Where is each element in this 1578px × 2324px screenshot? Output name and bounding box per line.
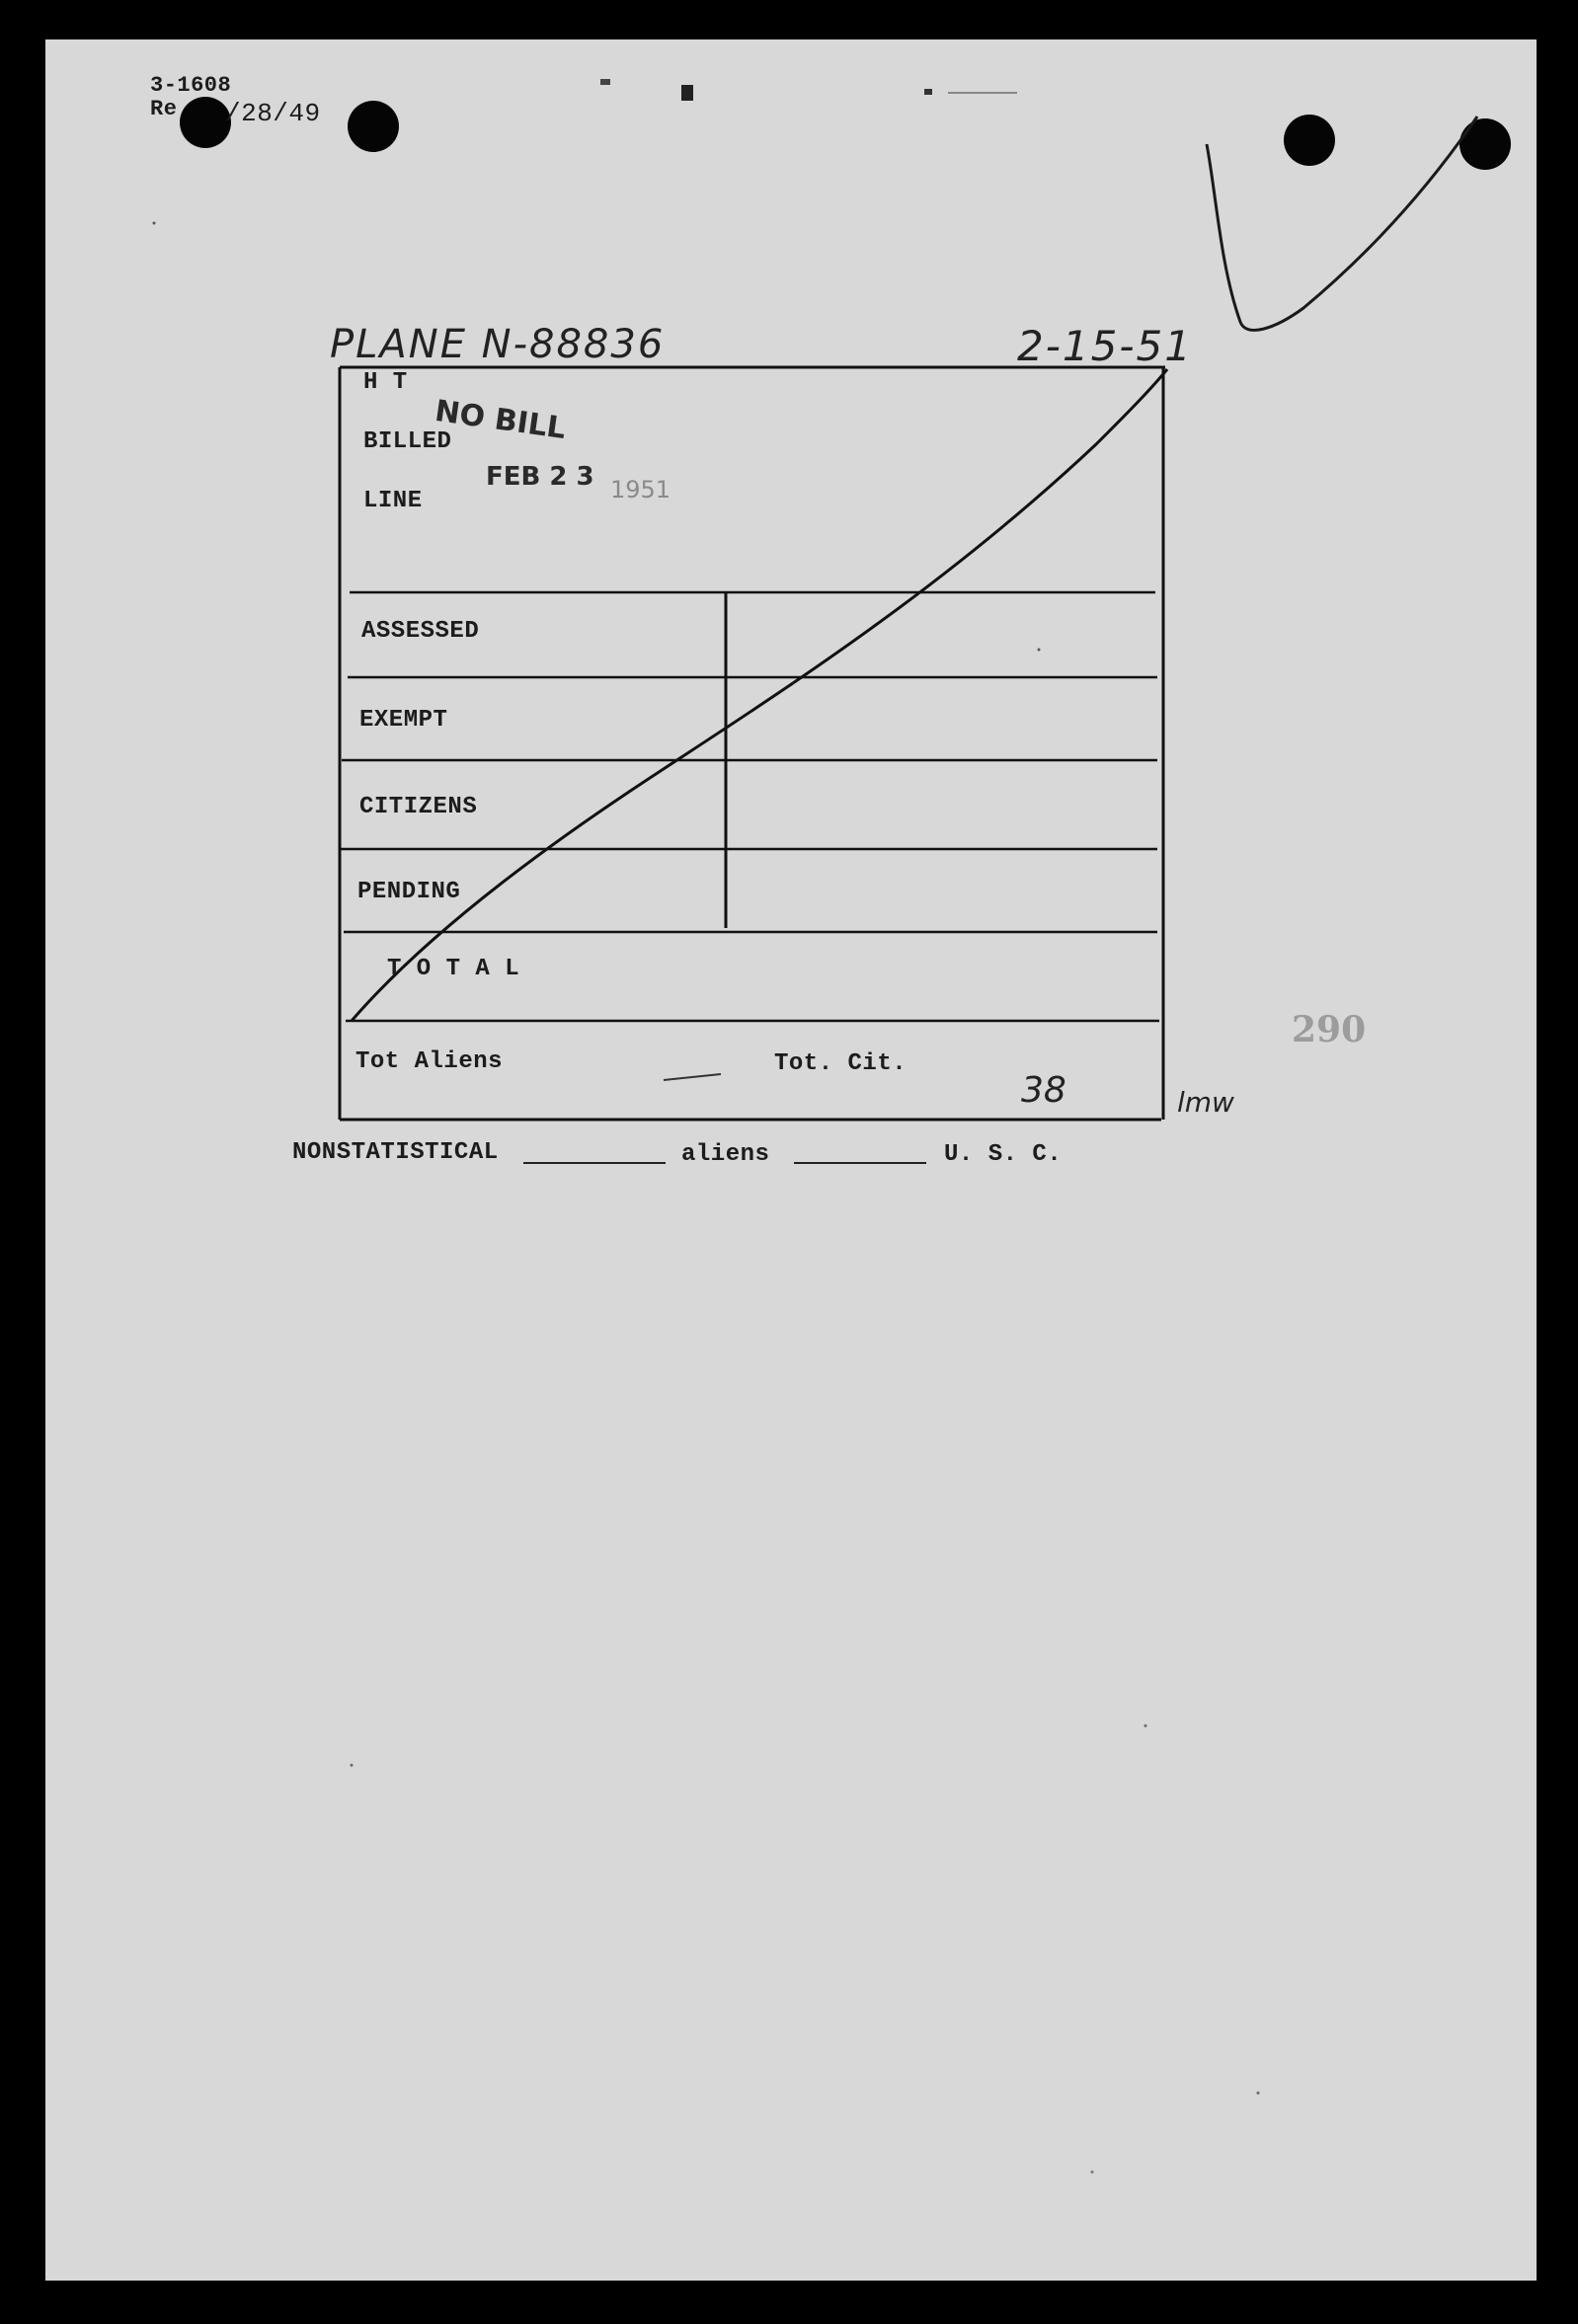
label-tot-aliens: Tot Aliens: [355, 1048, 504, 1075]
label-ht: H T: [363, 369, 408, 396]
initials-handwriting: lmw: [1177, 1086, 1234, 1119]
label-line: LINE: [363, 488, 423, 514]
no-bill-stamp: NO BILL: [433, 393, 569, 447]
aliens-label: aliens: [681, 1141, 770, 1168]
row-pending: PENDING: [357, 879, 461, 905]
label-tot-cit: Tot. Cit.: [774, 1050, 907, 1077]
form-number: 3-1608: [150, 73, 232, 98]
label-billed: BILLED: [363, 428, 452, 455]
row-citizens: CITIZENS: [359, 794, 478, 820]
row-total: T O T A L: [387, 956, 520, 982]
row-exempt: EXEMPT: [359, 707, 448, 734]
usc-label: U. S. C.: [944, 1141, 1063, 1168]
form-revision-prefix: Re: [150, 97, 178, 121]
date-handwriting: 2-15-51: [1017, 322, 1193, 370]
count-handwriting: 38: [1021, 1070, 1066, 1111]
check-mark: [1207, 116, 1477, 330]
nonstatistical-label: NONSTATISTICAL: [292, 1139, 499, 1166]
page-number-stamp: 290: [1292, 1009, 1367, 1050]
stamp-date: FEB 2 3: [486, 462, 594, 492]
diagonal-cancel-line: [352, 369, 1167, 1021]
row-assessed: ASSESSED: [361, 618, 480, 645]
plane-number-handwriting: PLANE N-88836: [330, 322, 666, 367]
form-revision-date: /28/49: [225, 99, 321, 128]
stamp-year: 1951: [610, 476, 671, 504]
